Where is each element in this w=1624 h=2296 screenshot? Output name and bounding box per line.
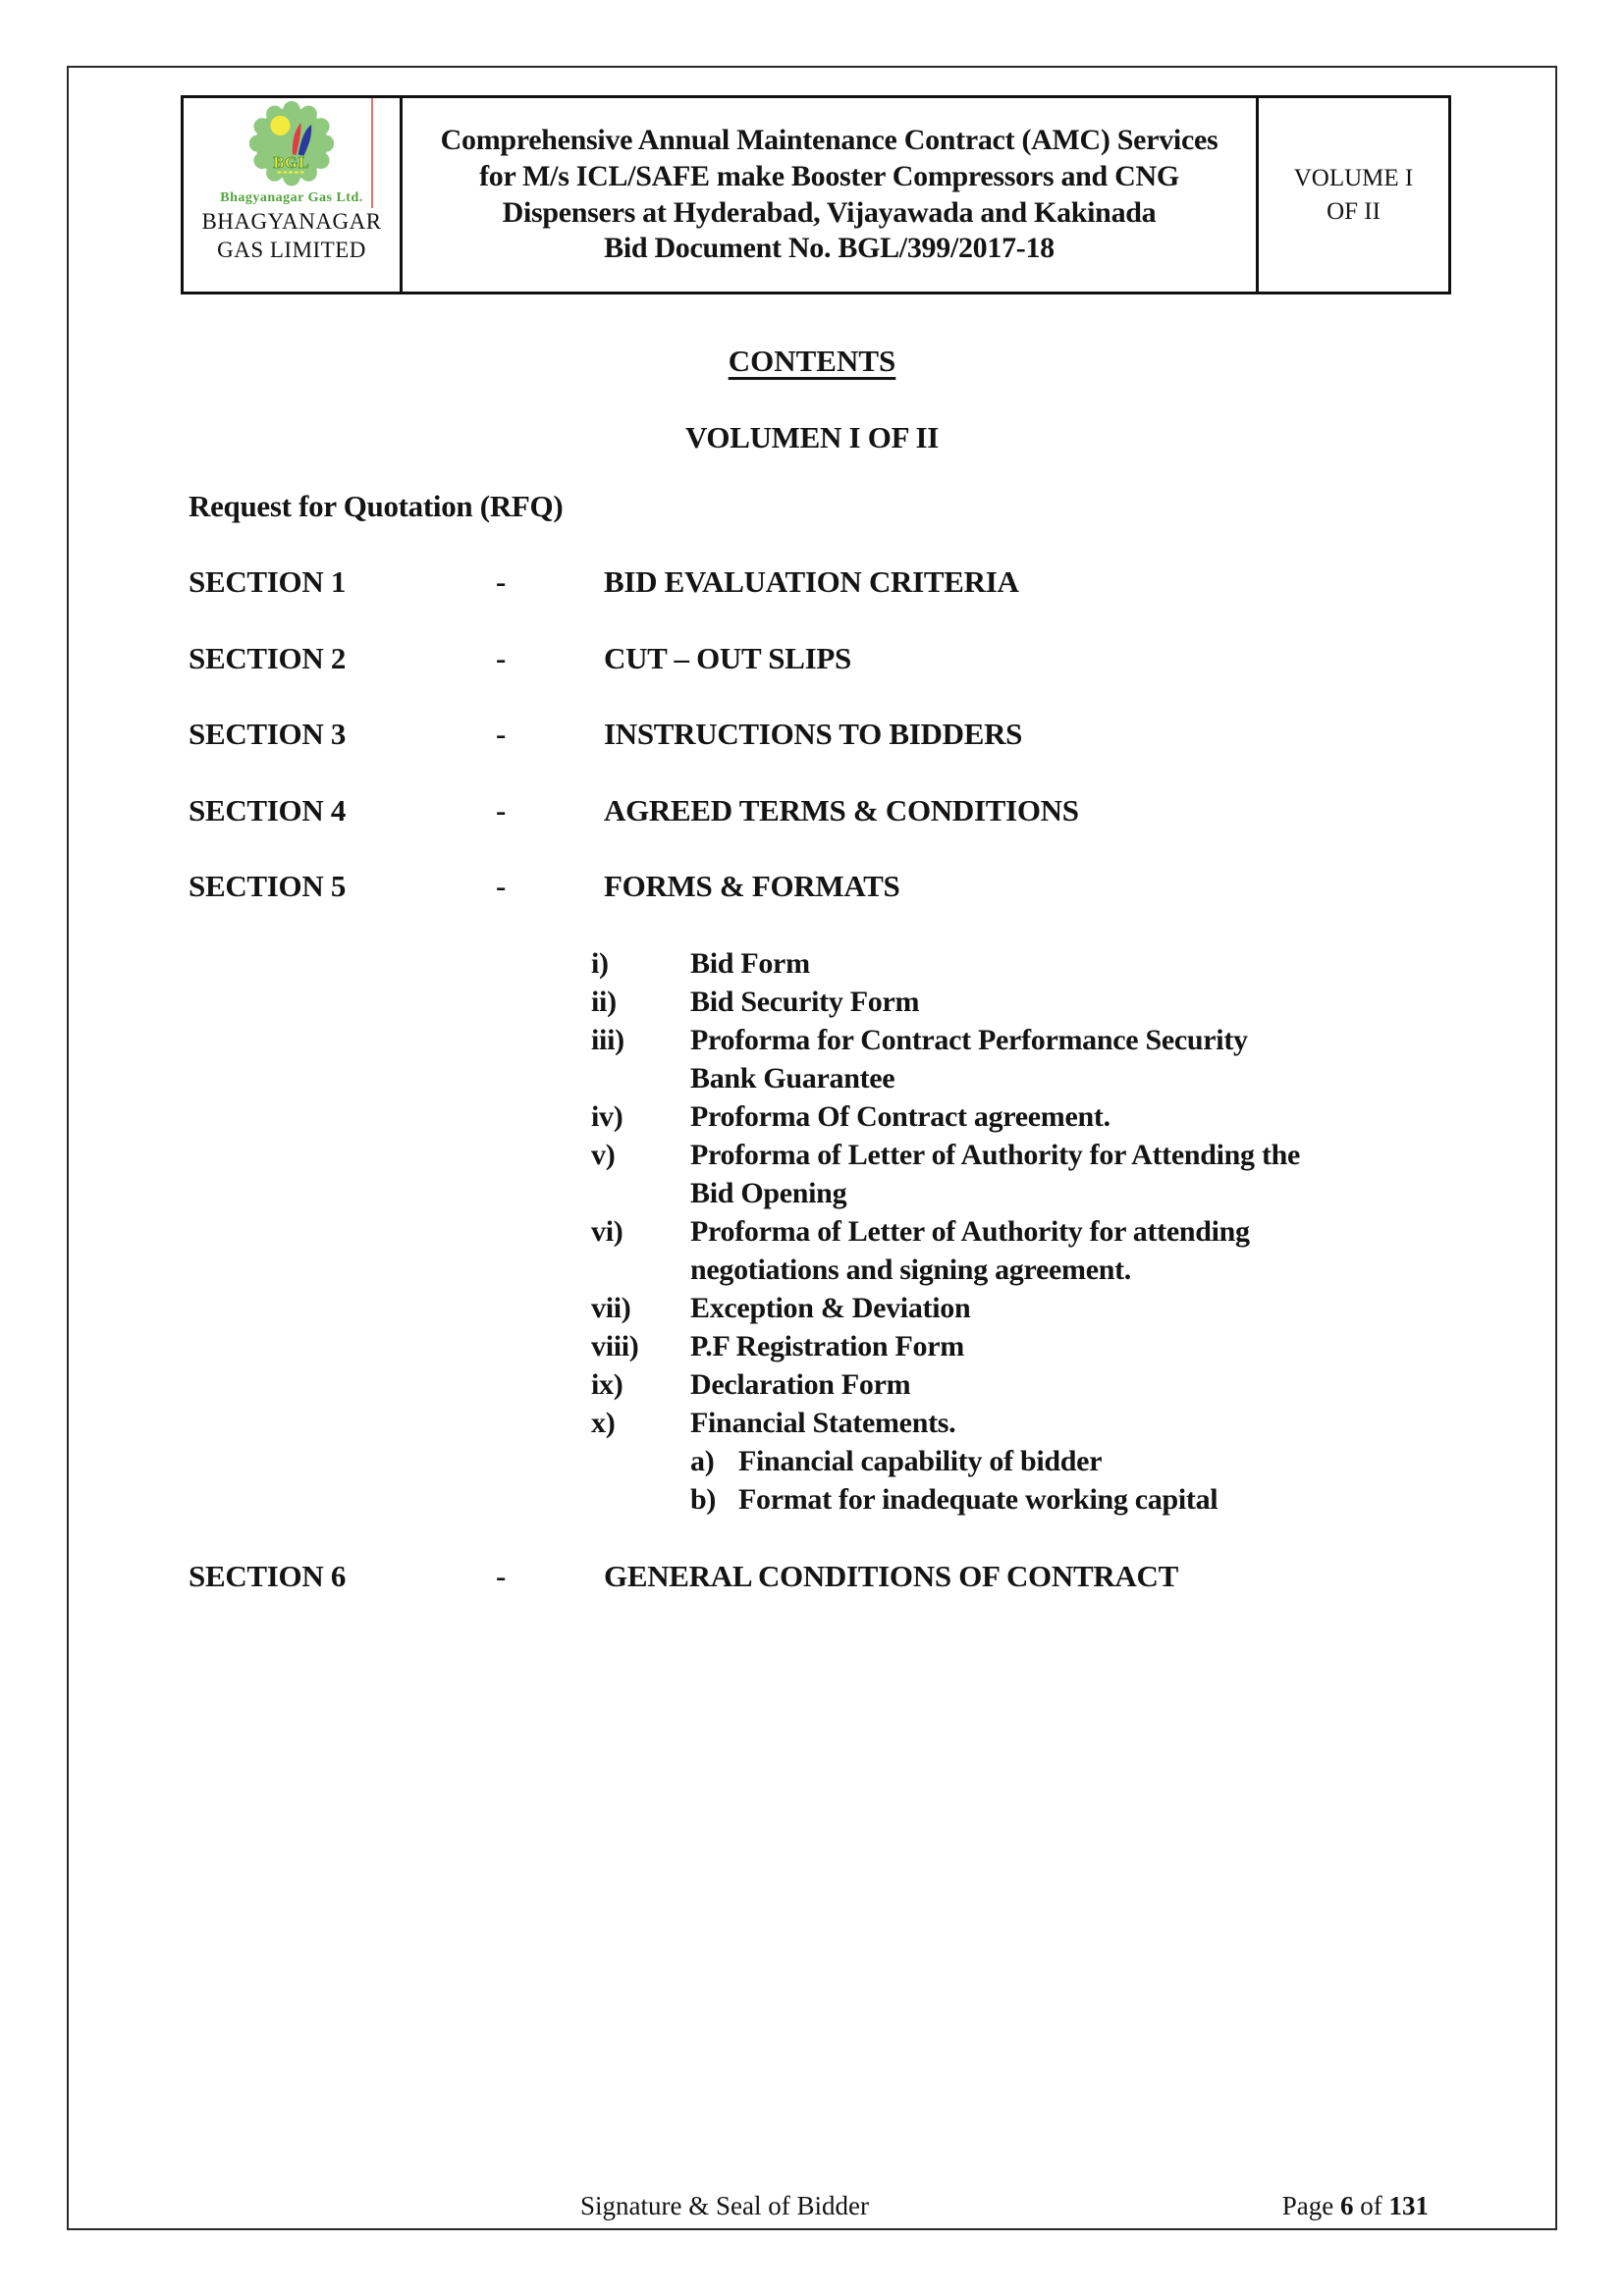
page-total: 131 — [1388, 2191, 1429, 2220]
section-label: SECTION 6 — [189, 1559, 347, 1593]
list-item-numeral: iv) — [591, 1100, 623, 1133]
list-subitem — [690, 1480, 1475, 1519]
section-separator: - — [496, 641, 507, 675]
section-label: SECTION 5 — [189, 869, 347, 903]
list-item — [591, 1404, 1475, 1442]
title-cell — [403, 98, 1259, 292]
list-item-numeral: ii) — [591, 986, 617, 1018]
list-item-numeral: iii) — [591, 1024, 624, 1056]
section-separator: - — [496, 869, 507, 903]
list-item-numeral: vii) — [591, 1292, 631, 1324]
list-subitem-letter: a) — [690, 1445, 715, 1477]
list-item — [591, 1021, 1475, 1097]
page-word: Page — [1281, 2191, 1334, 2220]
section-label: SECTION 2 — [189, 641, 347, 675]
list-item — [591, 1327, 1475, 1365]
list-item-text: Exception & Deviation — [690, 1292, 971, 1324]
section-label: SECTION 3 — [189, 717, 347, 751]
contents-heading: CONTENTS — [728, 344, 896, 378]
section-title: AGREED TERMS & CONDITIONS — [604, 793, 1079, 828]
list-item-numeral: i) — [591, 947, 609, 980]
section-row-1 — [189, 564, 1019, 600]
section-row-2 — [189, 641, 851, 676]
of-word: of — [1360, 2191, 1382, 2220]
list-item-text: P.F Registration Form — [690, 1330, 964, 1362]
bgl-logo-icon — [244, 100, 339, 194]
list-item-text: Bid Form — [690, 947, 810, 980]
list-item-text: Proforma of Letter of Authority for Attending the Bid Opening — [690, 1139, 1301, 1209]
list-item — [591, 1289, 1475, 1327]
section-row-5 — [189, 869, 899, 904]
volume-label: VOLUME I OF II — [1293, 164, 1414, 225]
document-title: Comprehensive Annual Maintenance Contract (AMC) Services for M/s ICL/SAFE make Booster Compressors and CNG Dispensers at Hyderabad, Vijayawada and Kakinada — [440, 124, 1218, 229]
section-label: SECTION 1 — [189, 564, 347, 599]
rfq-heading: Request for Quotation (RFQ) — [189, 489, 564, 523]
footer-page-info — [1282, 2191, 1429, 2221]
company-name — [201, 208, 381, 265]
logo-red-line — [371, 98, 373, 208]
logo-caption: Bhagyanagar Gas Ltd. — [220, 190, 363, 205]
list-subitem-letter: b) — [690, 1483, 717, 1516]
page-number: 6 — [1340, 2191, 1354, 2220]
list-item — [591, 1365, 1475, 1404]
list-item-text: Bid Security Form — [690, 986, 920, 1018]
list-item-numeral: v) — [591, 1139, 616, 1171]
list-item-text: Proforma of Letter of Authority for attending negotiations and signing agreement. — [690, 1215, 1250, 1286]
section-title: INSTRUCTIONS TO BIDDERS — [604, 717, 1023, 751]
section-separator: - — [496, 717, 507, 751]
list-item — [591, 1212, 1475, 1289]
list-item-numeral: x) — [591, 1407, 616, 1439]
list-item — [591, 1097, 1475, 1136]
list-subitem-text: Financial capability of bidder — [738, 1445, 1103, 1477]
section-row-6 — [189, 1559, 1178, 1594]
list-item — [591, 944, 1475, 983]
section-separator: - — [496, 1559, 507, 1593]
list-item-numeral: ix) — [591, 1368, 623, 1401]
list-subitem-text: Format for inadequate working capital — [738, 1483, 1218, 1516]
section-title: GENERAL CONDITIONS OF CONTRACT — [604, 1559, 1178, 1593]
list-subitem — [690, 1442, 1475, 1480]
svg-text:BGL: BGL — [273, 153, 310, 173]
company-name-line1: BHAGYANAGAR — [201, 209, 382, 234]
section-title: CUT – OUT SLIPS — [604, 641, 851, 675]
section-row-4 — [189, 793, 1079, 828]
bid-document-number: Bid Document No. BGL/399/2017-18 — [604, 232, 1055, 265]
section-title: FORMS & FORMATS — [604, 869, 900, 903]
section-row-3 — [189, 717, 1022, 752]
list-item-numeral: vi) — [591, 1215, 623, 1248]
logo-cell — [184, 98, 403, 292]
list-item-numeral: viii) — [591, 1330, 639, 1362]
volume-cell — [1259, 98, 1448, 292]
list-item-text: Proforma Of Contract agreement. — [690, 1100, 1110, 1133]
list-item-text: Financial Statements. — [690, 1407, 956, 1439]
footer-signature: Signature & Seal of Bidder — [580, 2191, 869, 2220]
list-item — [591, 1136, 1475, 1212]
section-separator: - — [496, 793, 507, 828]
section-separator: - — [496, 564, 507, 599]
forms-list — [591, 944, 1475, 1519]
list-item-text: Declaration Form — [690, 1368, 911, 1401]
section-title: BID EVALUATION CRITERIA — [604, 564, 1019, 599]
list-item — [591, 983, 1475, 1021]
list-item-text: Proforma for Contract Performance Security Bank Guarantee — [690, 1024, 1248, 1095]
section-label: SECTION 4 — [189, 793, 347, 828]
volume-subheading: VOLUMEN I OF II — [684, 420, 940, 454]
header-table — [181, 95, 1451, 294]
company-name-line2: GAS LIMITED — [217, 237, 366, 262]
